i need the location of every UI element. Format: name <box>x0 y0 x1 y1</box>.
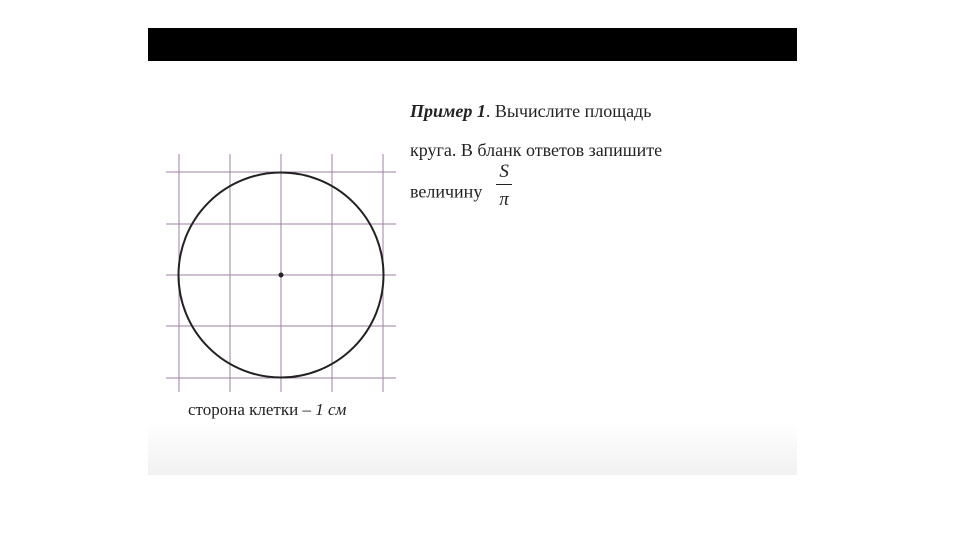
caption-text: сторона клетки – <box>188 400 316 419</box>
circle-figure <box>166 154 396 392</box>
problem-line-3 <box>410 161 770 217</box>
slide-content <box>148 28 797 475</box>
caption-value: 1 см <box>315 400 347 419</box>
problem-label: Пример 1 <box>410 101 486 121</box>
problem-line-2: круга. В бланк ответов запишите <box>410 140 663 160</box>
fraction-denominator: π <box>499 189 509 210</box>
title-bar <box>148 28 797 61</box>
problem-statement <box>410 92 770 217</box>
problem-line-1 <box>410 92 770 131</box>
grid-caption <box>188 400 346 420</box>
circle-center-point <box>279 273 284 278</box>
fraction-numerator: S <box>496 162 512 185</box>
problem-text-3: величину <box>410 181 483 202</box>
fraction-s-over-pi <box>496 162 512 209</box>
circle-on-grid <box>166 154 396 392</box>
problem-text-1: . Вычислите площадь <box>485 101 652 121</box>
